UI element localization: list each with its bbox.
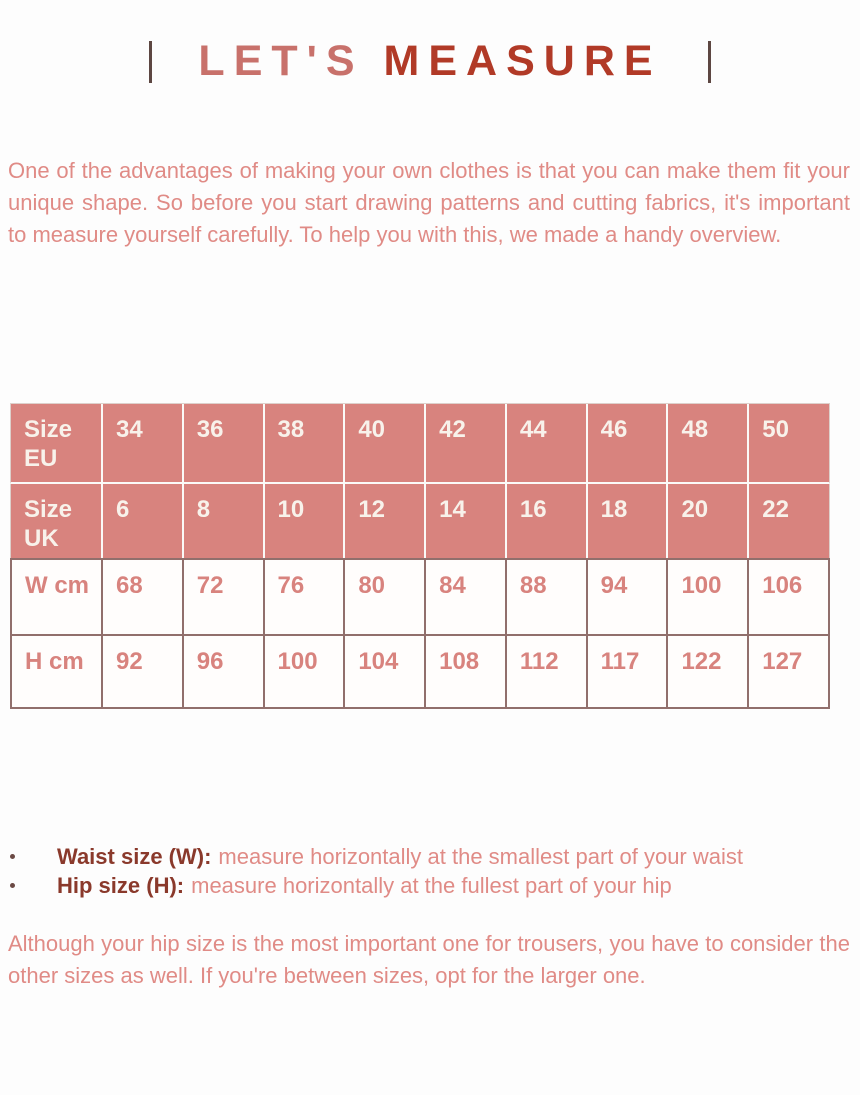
title-left-bar-icon xyxy=(149,41,152,83)
table-value-cell: 10 xyxy=(265,484,346,558)
list-item xyxy=(0,871,852,900)
measure-description: measure horizontally at the smallest part of your waist xyxy=(218,844,743,869)
table-value-cell: 106 xyxy=(749,558,830,636)
table-value-cell: 108 xyxy=(426,636,507,709)
table-value-cell: 68 xyxy=(103,558,184,636)
measure-definitions xyxy=(0,842,852,900)
table-value-cell: 40 xyxy=(345,404,426,484)
table-value-cell: 112 xyxy=(507,636,588,709)
table-value-cell: 72 xyxy=(184,558,265,636)
table-value-cell: 46 xyxy=(588,404,669,484)
table-value-cell: 94 xyxy=(588,558,669,636)
measure-term: Waist size (W): xyxy=(57,844,212,869)
intro-paragraph: One of the advantages of making your own clothes is that you can make them fit your unique shape. So before you start drawing patterns and cutting fabrics, it's important to measure yourself carefully. To help you with this, we made a handy overview. xyxy=(8,158,850,247)
title-emphasis: MEASURE xyxy=(383,37,662,85)
title-text xyxy=(198,37,662,85)
table-value-cell: 76 xyxy=(265,558,346,636)
table-value-cell: 14 xyxy=(426,484,507,558)
table-value-cell: 92 xyxy=(103,636,184,709)
table-value-cell: 88 xyxy=(507,558,588,636)
table-value-cell: 18 xyxy=(588,484,669,558)
table-value-cell: 8 xyxy=(184,484,265,558)
title-right-bar-icon xyxy=(708,41,711,83)
table-label-cell: H cm xyxy=(10,636,103,709)
table-value-cell: 50 xyxy=(749,404,830,484)
title-prefix: LET'S xyxy=(198,37,364,85)
size-table xyxy=(10,403,830,709)
table-label-cell: Size EU xyxy=(10,404,103,484)
table-value-cell: 100 xyxy=(265,636,346,709)
list-item xyxy=(0,842,852,871)
table-value-cell: 127 xyxy=(749,636,830,709)
table-value-cell: 117 xyxy=(588,636,669,709)
table-value-cell: 122 xyxy=(668,636,749,709)
measure-description: measure horizontally at the fullest part of your hip xyxy=(191,873,672,898)
table-value-cell: 34 xyxy=(103,404,184,484)
table-value-cell: 100 xyxy=(668,558,749,636)
table-label-cell: Size UK xyxy=(10,484,103,558)
table-value-cell: 36 xyxy=(184,404,265,484)
table-value-cell: 22 xyxy=(749,484,830,558)
table-value-cell: 80 xyxy=(345,558,426,636)
table-value-cell: 104 xyxy=(345,636,426,709)
table-value-cell: 84 xyxy=(426,558,507,636)
table-value-cell: 20 xyxy=(668,484,749,558)
bullet-dot-icon xyxy=(10,883,15,888)
table-value-cell: 6 xyxy=(103,484,184,558)
table-value-cell: 96 xyxy=(184,636,265,709)
outro-paragraph: Although your hip size is the most important one for trousers, you have to consider the other sizes as well. If you're between sizes, opt for the larger one. xyxy=(8,931,850,988)
table-value-cell: 42 xyxy=(426,404,507,484)
page-title xyxy=(0,37,860,85)
table-value-cell: 16 xyxy=(507,484,588,558)
table-value-cell: 48 xyxy=(668,404,749,484)
bullet-dot-icon xyxy=(10,854,15,859)
table-value-cell: 38 xyxy=(265,404,346,484)
measure-term: Hip size (H): xyxy=(57,873,185,898)
table-value-cell: 44 xyxy=(507,404,588,484)
table-value-cell: 12 xyxy=(345,484,426,558)
table-label-cell: W cm xyxy=(10,558,103,636)
